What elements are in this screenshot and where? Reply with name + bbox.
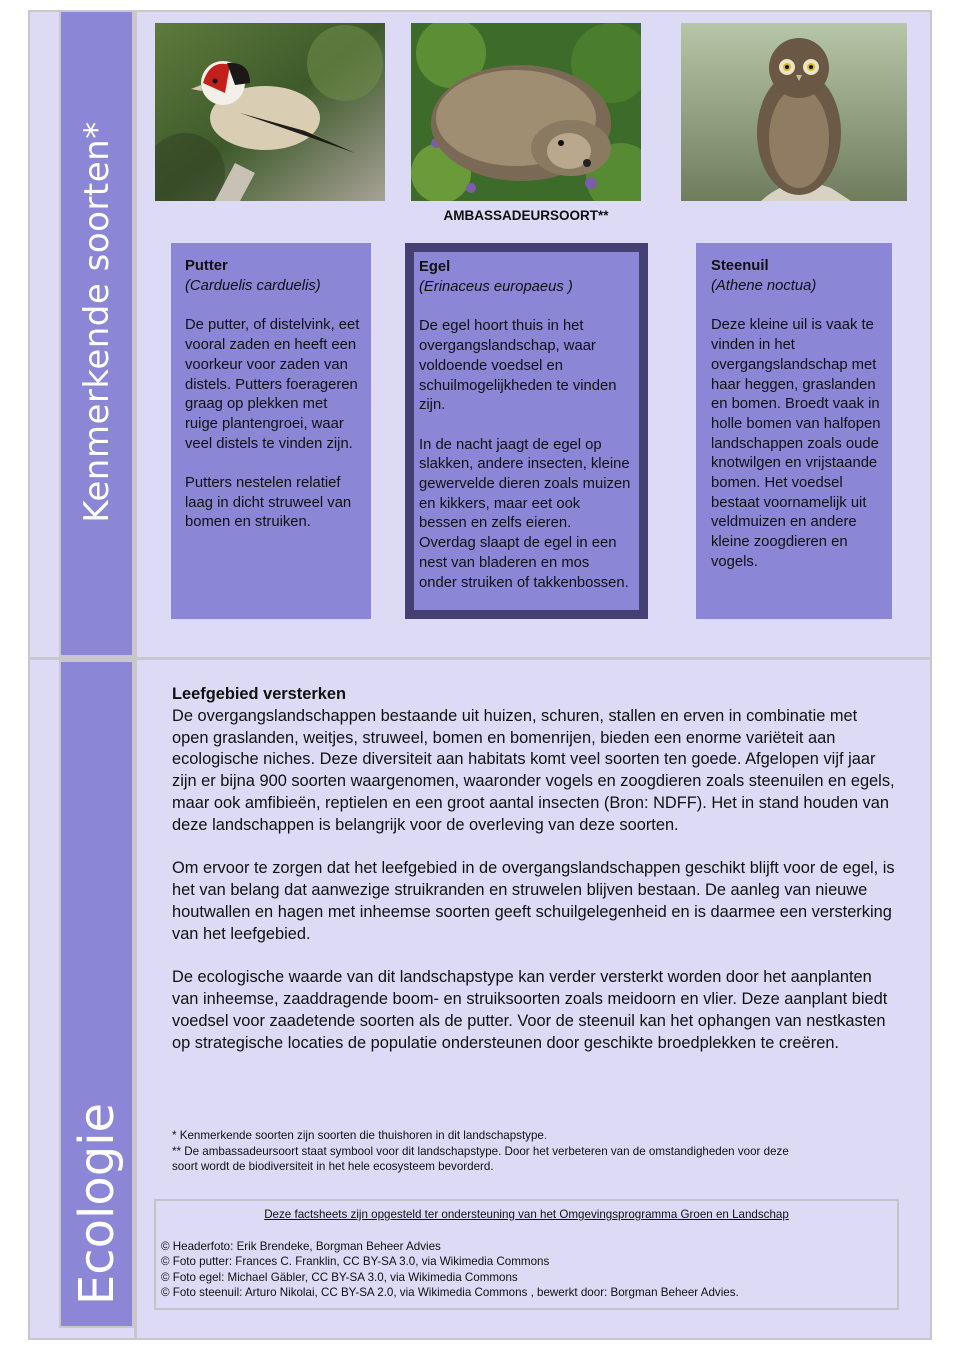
species-card-steenuil bbox=[696, 243, 892, 619]
ecology-paragraph: De ecologische waarde van dit landschapstype kan verder versterkt worden door het aanplanten van inheemse, zaaddragende boom- en struiksoorten zoals meidoorn en vlier. Deze aanplant biedt voedsel voor zaadetende soorten als de putter. Voor de steenuil kan het ophangen van nestkasten op strategische locaties de populatie ondersteunen door geschikte broedplekken te creëren. bbox=[172, 968, 888, 1052]
vertical-divider bbox=[134, 10, 137, 1340]
footnotes bbox=[172, 1128, 872, 1175]
species-card-putter bbox=[171, 243, 371, 619]
ecology-heading: Leefgebied versterken bbox=[172, 685, 346, 703]
ambassador-label: AMBASSADEURSOORT** bbox=[443, 208, 609, 223]
species-description: De putter, of distelvink, eet vooral zaden en heeft een voorkeur voor zaden van distels. Putters foerageren graag op plekken met ruige plantengroei, waar veel distels te vinden zijn. bbox=[185, 317, 360, 452]
sidebar-section-species bbox=[59, 10, 134, 657]
credit-line: © Foto steenuil: Arturo Nikolai, CC BY-SA 2.0, via Wikimedia Commons , bewerkt door: Borgman Beheer Advies. bbox=[161, 1286, 739, 1300]
hedgehog-photo bbox=[411, 23, 641, 201]
species-description: De egel hoort thuis in het overgangslandschap, waar voldoende voedsel en schuilmogelijkheden te vinden zijn. bbox=[419, 318, 617, 414]
species-latin-name: (Erinaceus europaeus ) bbox=[419, 278, 573, 295]
section-title-species: Kenmerkende soorten* bbox=[76, 120, 117, 523]
species-name: Putter bbox=[185, 258, 228, 274]
credits-intro-link[interactable]: Deze factsheets zijn opgesteld ter ondersteuning van het Omgevingsprogramma Groen en Landschap bbox=[264, 1208, 789, 1221]
species-description: Putters nestelen relatief laag in dicht struweel van bomen en struiken. bbox=[185, 475, 352, 531]
sidebar-section-ecology bbox=[59, 660, 134, 1328]
species-description: Deze kleine uil is vaak te vinden in het overgangslandschap met haar heggen, graslanden en bomen. Broedt vaak in holle bomen van halfopen landschappen zoals oude knotwilgen en vrijstaande bomen. Het voedsel bestaat voornamelijk uit veldmuizen en andere kleine zoogdieren en vogels. bbox=[711, 317, 881, 570]
goldfinch-photo bbox=[155, 23, 385, 201]
species-name: Egel bbox=[419, 259, 451, 275]
species-latin-name: (Athene noctua) bbox=[711, 277, 817, 294]
ecology-paragraph: De overgangslandschappen bestaande uit huizen, schuren, stallen en erven in combinatie met open graslanden, weitjes, struweel, bomen en bomenrijen, bieden een enorme variëteit aan ecologische niches. Deze diversiteit aan habitats komt veel soorten ten goede. Afgelopen vijf jaar zijn er bijna 900 soorten waargenomen, waaronder vogels en zoogdieren zoals steenuilen en egels, maar ook amfibieën, reptielen en een groot aantal insecten (Bron: NDFF). Het in stand houden van deze landschappen is belangrijk voor de overleving van deze soorten. bbox=[172, 706, 895, 834]
species-name: Steenuil bbox=[711, 258, 769, 274]
credit-line: © Foto egel: Michael Gäbler, CC BY-SA 3.0, via Wikimedia Commons bbox=[161, 1270, 518, 1284]
species-latin-name: (Carduelis carduelis) bbox=[185, 277, 321, 294]
species-description: In de nacht jaagt de egel op slakken, andere insecten, kleine gewervelde dieren zoals muizen en kikkers, maar eet ook bessen en zelfs eieren. Overdag slaapt de egel in een nest van bladeren en mos onder struiken of takkenbossen. bbox=[419, 436, 631, 591]
credit-line: © Headerfoto: Erik Brendeke, Borgman Beheer Advies bbox=[161, 1239, 441, 1253]
ecology-paragraph: Om ervoor te zorgen dat het leefgebied in de overgangslandschappen geschikt blijft voor de egel, is het van belang dat aanwezige struikranden en struwelen blijven bestaan. De aanleg van nieuwe houtwallen en hagen met inheemse soorten geeft schuilgelegenheid en is daarmee een versterking van het leefgebied. bbox=[172, 859, 895, 943]
species-card-egel bbox=[405, 243, 648, 619]
section-title-ecology: Ecologie bbox=[68, 1102, 125, 1306]
footnote-ambassadeur-cont: soort wordt de biodiversiteit in het hele ecosysteem bevorderd. bbox=[172, 1160, 494, 1174]
footnote-ambassadeur: ** De ambassadeursoort staat symbool voor dit landschapstype. Door het verbeteren van de omstandigheden voor deze bbox=[172, 1144, 789, 1158]
footnote-kenmerkend: * Kenmerkende soorten zijn soorten die thuishoren in dit landschapstype. bbox=[172, 1129, 548, 1142]
credit-line: © Foto putter: Frances C. Franklin, CC BY-SA 3.0, via Wikimedia Commons bbox=[161, 1255, 550, 1269]
little-owl-photo bbox=[681, 23, 907, 201]
horizontal-divider bbox=[28, 657, 932, 660]
credits-box bbox=[154, 1199, 899, 1310]
ecology-section bbox=[172, 684, 897, 1076]
